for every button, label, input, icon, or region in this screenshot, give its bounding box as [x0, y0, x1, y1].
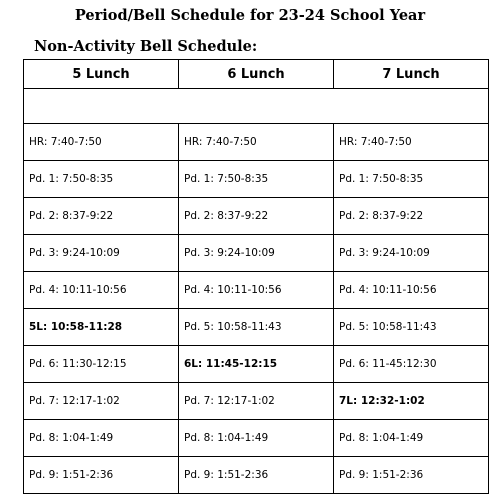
schedule-cell: Pd. 1: 7:50-8:35	[334, 161, 489, 198]
schedule-cell: Pd. 8: 1:04-1:49	[334, 420, 489, 457]
schedule-cell: Pd. 4: 10:11-10:56	[334, 272, 489, 309]
schedule-cell: HR: 7:40-7:50	[179, 124, 334, 161]
blank-row	[24, 89, 489, 124]
schedule-subtitle: Non-Activity Bell Schedule:	[34, 38, 258, 55]
schedule-cell: HR: 7:40-7:50	[334, 124, 489, 161]
schedule-cell: Pd. 6: 11-45:12:30	[334, 346, 489, 383]
table-row	[24, 124, 489, 161]
table-row	[24, 161, 489, 198]
schedule-cell: 6L: 11:45-12:15	[179, 346, 334, 383]
schedule-cell: Pd. 5: 10:58-11:43	[179, 309, 334, 346]
schedule-cell: Pd. 3: 9:24-10:09	[334, 235, 489, 272]
table-row	[24, 346, 489, 383]
schedule-cell: Pd. 4: 10:11-10:56	[179, 272, 334, 309]
schedule-cell: Pd. 2: 8:37-9:22	[24, 198, 179, 235]
column-header-7-lunch: 7 Lunch	[334, 60, 489, 89]
schedule-cell: Pd. 1: 7:50-8:35	[179, 161, 334, 198]
table-row	[24, 457, 489, 494]
schedule-cell: 7L: 12:32-1:02	[334, 383, 489, 420]
schedule-cell: 5L: 10:58-11:28	[24, 309, 179, 346]
schedule-cell: Pd. 2: 8:37-9:22	[334, 198, 489, 235]
schedule-cell: Pd. 7: 12:17-1:02	[24, 383, 179, 420]
table-header-row	[24, 60, 489, 89]
column-header-6-lunch: 6 Lunch	[179, 60, 334, 89]
schedule-cell: HR: 7:40-7:50	[24, 124, 179, 161]
table-row	[24, 420, 489, 457]
table-row	[24, 235, 489, 272]
schedule-cell: Pd. 8: 1:04-1:49	[24, 420, 179, 457]
schedule-cell: Pd. 9: 1:51-2:36	[179, 457, 334, 494]
schedule-cell: Pd. 8: 1:04-1:49	[179, 420, 334, 457]
schedule-cell: Pd. 3: 9:24-10:09	[24, 235, 179, 272]
schedule-cell: Pd. 6: 11:30-12:15	[24, 346, 179, 383]
document-title: Period/Bell Schedule for 23-24 School Year	[74, 7, 426, 24]
schedule-cell: Pd. 5: 10:58-11:43	[334, 309, 489, 346]
schedule-cell: Pd. 9: 1:51-2:36	[334, 457, 489, 494]
schedule-cell: Pd. 4: 10:11-10:56	[24, 272, 179, 309]
table-row	[24, 272, 489, 309]
schedule-cell: Pd. 7: 12:17-1:02	[179, 383, 334, 420]
bell-schedule-table	[23, 59, 489, 494]
blank-cell	[24, 89, 489, 124]
column-header-5-lunch: 5 Lunch	[24, 60, 179, 89]
table-row	[24, 383, 489, 420]
table-row	[24, 309, 489, 346]
schedule-cell: Pd. 9: 1:51-2:36	[24, 457, 179, 494]
schedule-cell: Pd. 1: 7:50-8:35	[24, 161, 179, 198]
schedule-cell: Pd. 2: 8:37-9:22	[179, 198, 334, 235]
table-row	[24, 198, 489, 235]
schedule-cell: Pd. 3: 9:24-10:09	[179, 235, 334, 272]
